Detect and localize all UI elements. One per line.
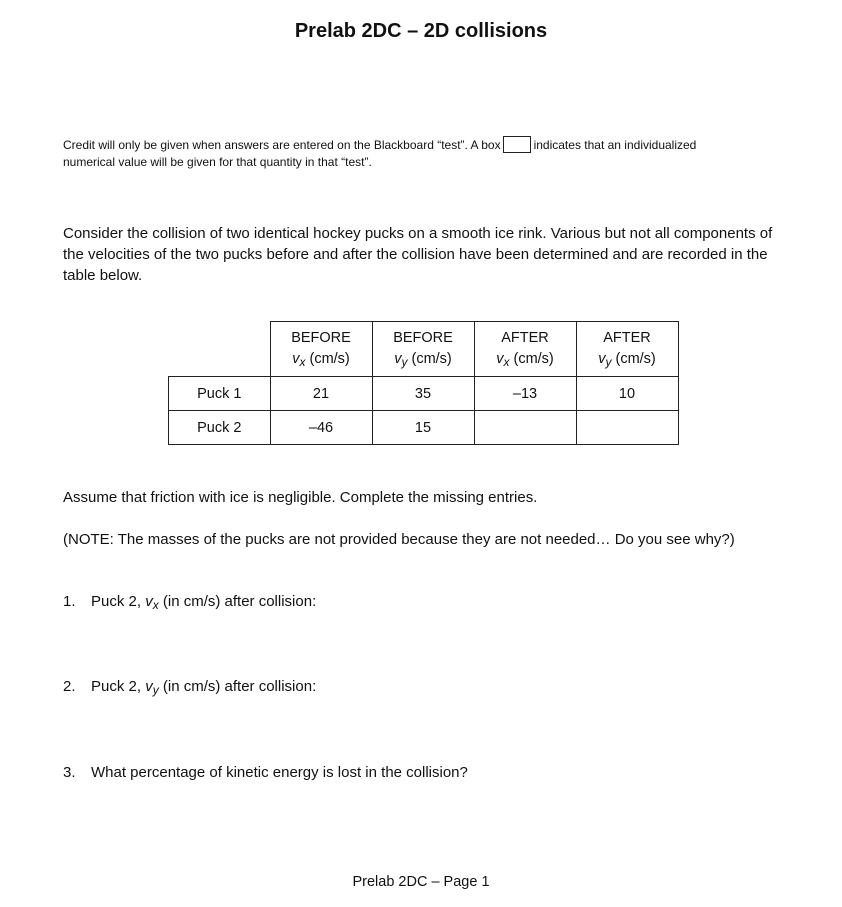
intro-paragraph: Consider the collision of two identical hockey pucks on a smooth ice rink. Various but not all components of the velocities of the two pucks before and after the collision have been determined and are recorded in the table below. — [63, 225, 773, 284]
header-variable: $v_x$ (cm/s) — [292, 351, 350, 369]
header-label: BEFORE — [291, 330, 351, 346]
header-variable: $v_y$ (cm/s) — [598, 351, 656, 369]
header-variable: $v_x$ (cm/s) — [496, 351, 554, 369]
page-footer: Prelab 2DC – Page 1 — [352, 874, 490, 890]
header-cell — [576, 322, 678, 377]
header-variable: $v_y$ (cm/s) — [394, 351, 452, 369]
question-number: 1. — [63, 593, 76, 610]
header-cell — [474, 322, 576, 377]
question-2: 2. Puck 2, $v_y$ (in cm/s) after collision: — [63, 678, 317, 697]
header-label: AFTER — [501, 330, 549, 346]
table-header-row — [169, 322, 679, 377]
table-cell: 10 — [576, 377, 678, 411]
table-row — [169, 411, 679, 445]
header-label: BEFORE — [393, 330, 453, 346]
question-3: 3. What percentage of kinetic energy is lost in the collision? — [63, 764, 468, 781]
credit-notice — [63, 136, 763, 171]
header-label: AFTER — [603, 330, 651, 346]
table-cell: 15 — [372, 411, 474, 445]
header-cell — [372, 322, 474, 377]
table-cell: 35 — [372, 377, 474, 411]
page-title: Prelab 2DC – 2D collisions — [294, 20, 548, 42]
credit-text-3: numerical value will be given for that quantity in that “test”. — [63, 155, 372, 169]
table-row — [169, 377, 679, 411]
header-blank-cell — [169, 322, 271, 377]
question-number: 3. — [63, 764, 76, 781]
table-cell: 21 — [270, 377, 372, 411]
assumption-text: Assume that friction with ice is negligible. Complete the missing entries. — [63, 489, 538, 506]
credit-text-1: Credit will only be given when answers are entered on the Blackboard “test”. A box — [63, 138, 501, 152]
velocity-table — [168, 321, 679, 445]
table-cell: –46 — [270, 411, 372, 445]
question-number: 2. — [63, 678, 76, 695]
header-cell — [270, 322, 372, 377]
row-label: Puck 1 — [169, 377, 271, 411]
row-label: Puck 2 — [169, 411, 271, 445]
credit-text-2: indicates that an individualized — [533, 138, 697, 152]
table-cell-empty — [576, 411, 678, 445]
question-1: 1. Puck 2, $v_x$ (in cm/s) after collision: — [63, 593, 317, 612]
table-cell: –13 — [474, 377, 576, 411]
individualized-value-box — [503, 136, 531, 153]
table-cell-empty — [474, 411, 576, 445]
note-text: (NOTE: The masses of the pucks are not provided because they are not needed… Do you see why?) — [63, 531, 735, 548]
